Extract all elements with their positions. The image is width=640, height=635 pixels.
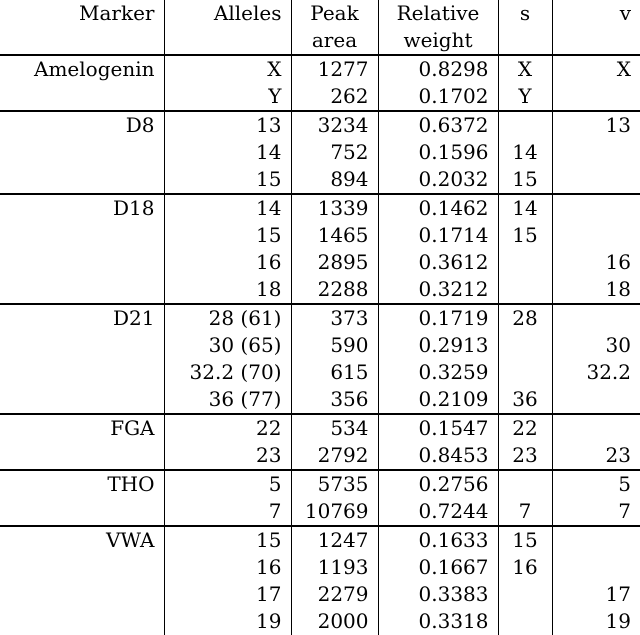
table-row bbox=[0, 359, 640, 386]
cell-allele: 7 bbox=[164, 498, 291, 526]
cell-allele: 14 bbox=[164, 194, 291, 222]
cell-s: 7 bbox=[498, 498, 552, 526]
cell-s bbox=[498, 276, 552, 304]
cell-marker bbox=[0, 554, 164, 581]
header-alleles-blank bbox=[164, 27, 291, 55]
cell-peak-area: 1339 bbox=[291, 194, 378, 222]
cell-marker bbox=[0, 166, 164, 194]
cell-allele: 15 bbox=[164, 166, 291, 194]
cell-v: 18 bbox=[552, 276, 640, 304]
cell-allele: 16 bbox=[164, 249, 291, 276]
cell-v bbox=[552, 83, 640, 111]
cell-s: 15 bbox=[498, 526, 552, 554]
cell-marker bbox=[0, 332, 164, 359]
cell-relative-weight: 0.7244 bbox=[378, 498, 498, 526]
cell-v: X bbox=[552, 55, 640, 83]
cell-s bbox=[498, 470, 552, 498]
cell-s: 14 bbox=[498, 194, 552, 222]
header-row-1 bbox=[0, 0, 640, 27]
cell-peak-area: 356 bbox=[291, 386, 378, 414]
cell-allele: 15 bbox=[164, 526, 291, 554]
cell-peak-area: 262 bbox=[291, 83, 378, 111]
table-header bbox=[0, 0, 640, 55]
cell-v: 23 bbox=[552, 442, 640, 470]
header-marker-blank bbox=[0, 27, 164, 55]
table-row bbox=[0, 414, 640, 442]
header-s-blank bbox=[498, 27, 552, 55]
cell-s bbox=[498, 581, 552, 608]
cell-s: 22 bbox=[498, 414, 552, 442]
cell-s: 23 bbox=[498, 442, 552, 470]
cell-v bbox=[552, 194, 640, 222]
cell-peak-area: 2895 bbox=[291, 249, 378, 276]
cell-peak-area: 534 bbox=[291, 414, 378, 442]
cell-relative-weight: 0.3383 bbox=[378, 581, 498, 608]
cell-marker bbox=[0, 83, 164, 111]
cell-s: 16 bbox=[498, 554, 552, 581]
cell-allele: 30 (65) bbox=[164, 332, 291, 359]
table-row bbox=[0, 554, 640, 581]
cell-peak-area: 10769 bbox=[291, 498, 378, 526]
cell-marker: Amelogenin bbox=[0, 55, 164, 83]
cell-s: 15 bbox=[498, 222, 552, 249]
table-row bbox=[0, 55, 640, 83]
cell-allele: Y bbox=[164, 83, 291, 111]
cell-marker bbox=[0, 276, 164, 304]
cell-peak-area: 615 bbox=[291, 359, 378, 386]
table-row bbox=[0, 332, 640, 359]
table-row bbox=[0, 608, 640, 635]
cell-relative-weight: 0.1702 bbox=[378, 83, 498, 111]
cell-allele: 23 bbox=[164, 442, 291, 470]
cell-allele: 13 bbox=[164, 111, 291, 139]
cell-marker bbox=[0, 249, 164, 276]
cell-allele: 17 bbox=[164, 581, 291, 608]
cell-relative-weight: 0.2032 bbox=[378, 166, 498, 194]
table-row bbox=[0, 139, 640, 166]
cell-allele: 19 bbox=[164, 608, 291, 635]
cell-v: 17 bbox=[552, 581, 640, 608]
cell-marker: D18 bbox=[0, 194, 164, 222]
cell-v: 13 bbox=[552, 111, 640, 139]
cell-relative-weight: 0.3318 bbox=[378, 608, 498, 635]
cell-peak-area: 1247 bbox=[291, 526, 378, 554]
cell-allele: 14 bbox=[164, 139, 291, 166]
table-row bbox=[0, 194, 640, 222]
cell-v: 19 bbox=[552, 608, 640, 635]
cell-relative-weight: 0.2913 bbox=[378, 332, 498, 359]
cell-allele: 15 bbox=[164, 222, 291, 249]
cell-peak-area: 373 bbox=[291, 304, 378, 332]
cell-allele: 18 bbox=[164, 276, 291, 304]
cell-relative-weight: 0.8453 bbox=[378, 442, 498, 470]
header-row-2 bbox=[0, 27, 640, 55]
cell-v: 30 bbox=[552, 332, 640, 359]
cell-marker bbox=[0, 222, 164, 249]
cell-peak-area: 894 bbox=[291, 166, 378, 194]
header-marker: Marker bbox=[79, 1, 155, 25]
cell-s bbox=[498, 332, 552, 359]
cell-v bbox=[552, 414, 640, 442]
cell-allele: 5 bbox=[164, 470, 291, 498]
cell-marker bbox=[0, 442, 164, 470]
table-row bbox=[0, 386, 640, 414]
cell-peak-area: 2288 bbox=[291, 276, 378, 304]
cell-relative-weight: 0.1633 bbox=[378, 526, 498, 554]
table-row bbox=[0, 83, 640, 111]
cell-v bbox=[552, 304, 640, 332]
table-row bbox=[0, 304, 640, 332]
cell-marker bbox=[0, 581, 164, 608]
table-row bbox=[0, 111, 640, 139]
table-row bbox=[0, 581, 640, 608]
header-relative-line1: Relative bbox=[378, 0, 498, 27]
cell-marker: FGA bbox=[0, 414, 164, 442]
cell-marker bbox=[0, 139, 164, 166]
cell-s: Y bbox=[498, 83, 552, 111]
table-row bbox=[0, 166, 640, 194]
table-row bbox=[0, 470, 640, 498]
cell-allele: 32.2 (70) bbox=[164, 359, 291, 386]
cell-marker: VWA bbox=[0, 526, 164, 554]
cell-allele: 22 bbox=[164, 414, 291, 442]
header-s: s bbox=[498, 0, 552, 27]
cell-v bbox=[552, 166, 640, 194]
cell-v bbox=[552, 554, 640, 581]
header-relative-line2: weight bbox=[378, 27, 498, 55]
cell-peak-area: 2000 bbox=[291, 608, 378, 635]
table-row bbox=[0, 276, 640, 304]
cell-relative-weight: 0.6372 bbox=[378, 111, 498, 139]
cell-relative-weight: 0.1462 bbox=[378, 194, 498, 222]
cell-marker: D21 bbox=[0, 304, 164, 332]
header-v-blank bbox=[552, 27, 640, 55]
header-v: v bbox=[552, 0, 640, 27]
header-alleles: Alleles bbox=[164, 0, 291, 27]
cell-relative-weight: 0.8298 bbox=[378, 55, 498, 83]
cell-v bbox=[552, 526, 640, 554]
cell-marker bbox=[0, 608, 164, 635]
cell-peak-area: 2792 bbox=[291, 442, 378, 470]
cell-relative-weight: 0.3612 bbox=[378, 249, 498, 276]
cell-marker: THO bbox=[0, 470, 164, 498]
cell-relative-weight: 0.1596 bbox=[378, 139, 498, 166]
cell-allele: 16 bbox=[164, 554, 291, 581]
cell-s: 14 bbox=[498, 139, 552, 166]
table-body bbox=[0, 55, 640, 635]
cell-relative-weight: 0.1667 bbox=[378, 554, 498, 581]
cell-peak-area: 2279 bbox=[291, 581, 378, 608]
cell-s bbox=[498, 249, 552, 276]
cell-peak-area: 5735 bbox=[291, 470, 378, 498]
cell-s: 28 bbox=[498, 304, 552, 332]
cell-peak-area: 1465 bbox=[291, 222, 378, 249]
cell-marker bbox=[0, 359, 164, 386]
cell-relative-weight: 0.3212 bbox=[378, 276, 498, 304]
cell-s bbox=[498, 111, 552, 139]
header-peak-line1: Peak bbox=[291, 0, 378, 27]
cell-marker bbox=[0, 498, 164, 526]
cell-peak-area: 1277 bbox=[291, 55, 378, 83]
cell-peak-area: 752 bbox=[291, 139, 378, 166]
cell-relative-weight: 0.2109 bbox=[378, 386, 498, 414]
table-row bbox=[0, 222, 640, 249]
cell-allele: 36 (77) bbox=[164, 386, 291, 414]
cell-peak-area: 1193 bbox=[291, 554, 378, 581]
table-row bbox=[0, 442, 640, 470]
cell-peak-area: 590 bbox=[291, 332, 378, 359]
cell-v: 7 bbox=[552, 498, 640, 526]
cell-marker: D8 bbox=[0, 111, 164, 139]
cell-v bbox=[552, 222, 640, 249]
cell-v: 32.2 bbox=[552, 359, 640, 386]
cell-s: X bbox=[498, 55, 552, 83]
cell-peak-area: 3234 bbox=[291, 111, 378, 139]
cell-v bbox=[552, 139, 640, 166]
cell-s: 15 bbox=[498, 166, 552, 194]
table-row bbox=[0, 498, 640, 526]
cell-relative-weight: 0.1719 bbox=[378, 304, 498, 332]
cell-relative-weight: 0.1547 bbox=[378, 414, 498, 442]
cell-s bbox=[498, 359, 552, 386]
cell-relative-weight: 0.1714 bbox=[378, 222, 498, 249]
cell-marker bbox=[0, 386, 164, 414]
cell-allele: X bbox=[164, 55, 291, 83]
header-peak-line2: area bbox=[291, 27, 378, 55]
cell-relative-weight: 0.2756 bbox=[378, 470, 498, 498]
table-row bbox=[0, 526, 640, 554]
cell-v bbox=[552, 386, 640, 414]
cell-s: 36 bbox=[498, 386, 552, 414]
cell-s bbox=[498, 608, 552, 635]
cell-relative-weight: 0.3259 bbox=[378, 359, 498, 386]
cell-allele: 28 (61) bbox=[164, 304, 291, 332]
cell-v: 16 bbox=[552, 249, 640, 276]
table-row bbox=[0, 249, 640, 276]
cell-v: 5 bbox=[552, 470, 640, 498]
